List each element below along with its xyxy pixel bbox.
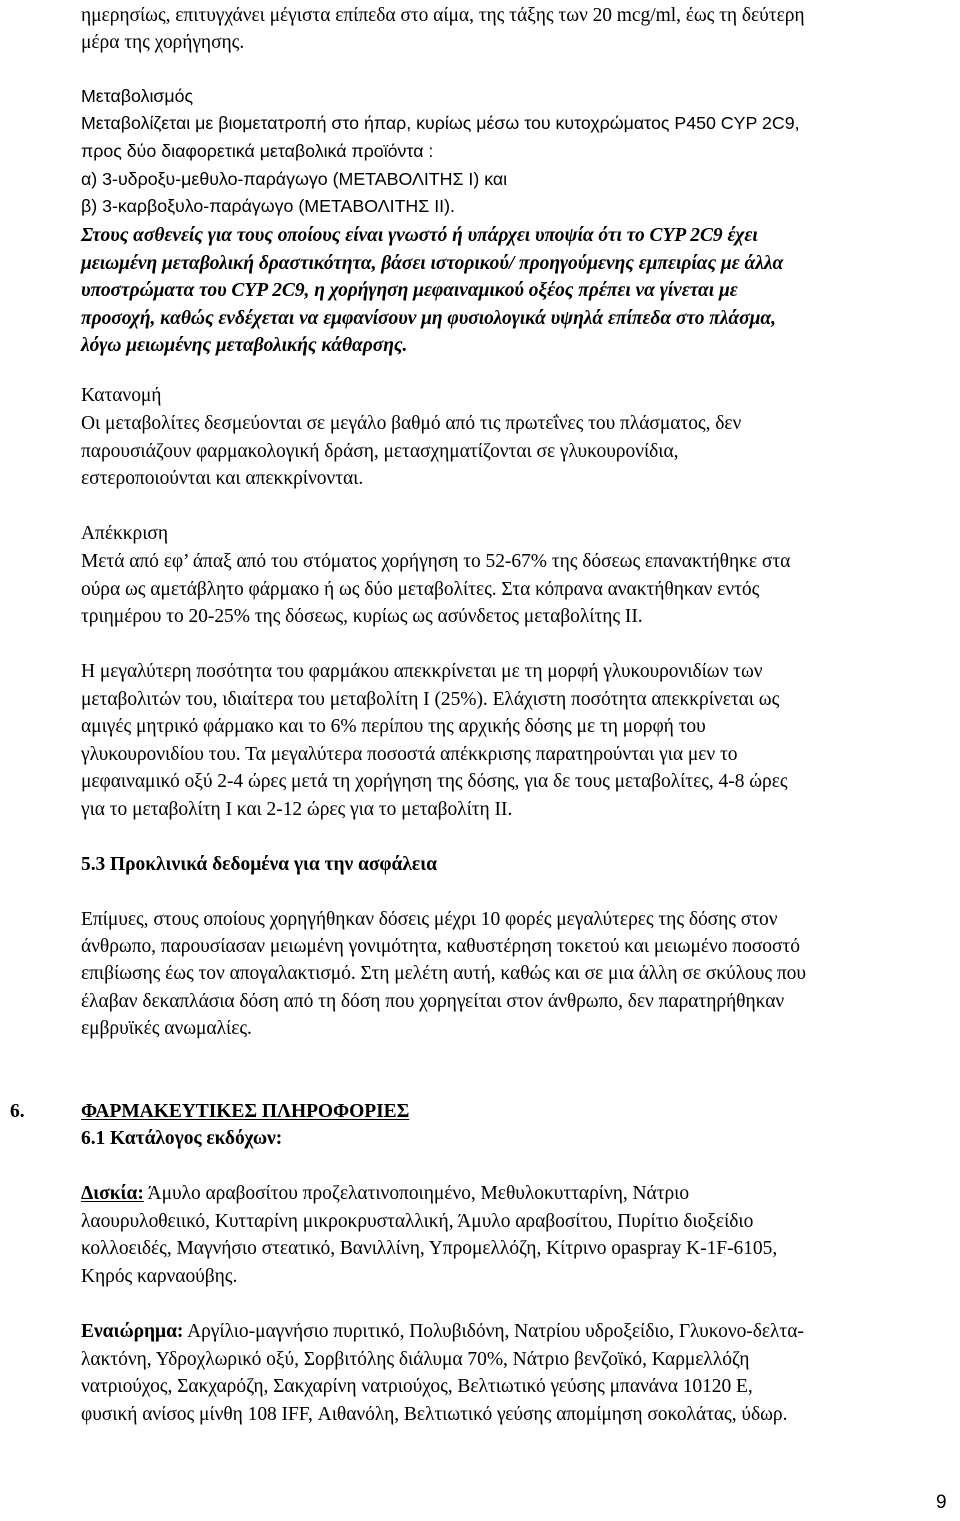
section-5-3-heading: 5.3 Προκλινικά δεδομένα για την ασφάλεια [81,854,437,875]
section-6-title: ΦΑΡΜΑΚΕΥΤΙΚΕΣ ΠΛΗΡΟΦΟΡΙΕΣ [81,1101,410,1122]
text-line: ημερησίως, επιτυγχάνει μέγιστα επίπεδα στο αίμα, της τάξης των 20 mcg/ml, έως τη δεύτερη [81,5,805,26]
text-line: Μεταβολίζεται με βιομετατροπή στο ήπαρ, κυρίως μέσω του κυτοχρώματος P450 CYP 2C9, [81,113,800,133]
tablet-excipients-first-line [81,1184,689,1204]
text-line: μεφαιναμικό οξύ 2-4 ώρες μετά τη χορήγηση της δόσης, για δε τους μεταβολίτες, 4-8 ώρες [81,771,788,792]
warning-line: μειωμένη μεταβολική δραστικότητα, βάσει ιστορικού/ προηγούμενης εμπειρίας με άλλα [81,253,784,274]
text-line: λαουρυλοθειικό, Κυτταρίνη μικροκρυσταλλική, Άμυλο αραβοσίτου, Πυρίτιο διοξείδιο [81,1211,754,1232]
metabolism-heading: Μεταβολισμός [81,86,194,106]
text-line: Η μεγαλύτερη ποσότητα του φαρμάκου απεκκρίνεται με τη μορφή γλυκουρονιδίων των [81,661,763,682]
text-line: τριημέρου το 20-25% της δόσεως, κυρίως ως ασύνδετος μεταβολίτης ΙΙ. [81,606,643,627]
text-span: Αργίλιο-μαγνήσιο πυριτικό, Πολυβιδόνη, Νατρίου υδροξείδιο, Γλυκονο-δελτα- [183,1321,804,1342]
warning-line: υποστρώματα του CYP 2C9, η χορήγηση μεφαιναμικού οξέος πρέπει να γίνεται με [81,280,738,301]
text-line: άνθρωπο, παρουσίασαν μειωμένη γονιμότητα, καθυστέρηση τοκετού και μειωμένο ποσοστό [81,936,800,957]
text-line: Οι μεταβολίτες δεσμεύονται σε μεγάλο βαθμό από τις πρωτεΐνες του πλάσματος, δεν [81,413,742,434]
text-line: επιβίωσης έως τον απογαλακτισμό. Στη μελέτη αυτή, καθώς και σε μια άλλη σε σκύλους που [81,963,806,984]
warning-line: προσοχή, καθώς ενδέχεται να εμφανίσουν μη φυσιολογικά υψηλά επίπεδα στο πλάσμα, [81,308,776,329]
text-line: γλυκουρονιδίου του. Τα μεγαλύτερα ποσοστά απέκκρισης παρατηρούνται για μεν το [81,744,738,765]
text-line: ούρα ως αμετάβλητο φάρμακο ή ως δύο μεταβολίτες. Στα κόπρανα ανακτήθηκαν εντός [81,579,760,600]
text-line: Επίμυες, στους οποίους χορηγήθηκαν δόσεις μέχρι 10 φορές μεγαλύτερες της δόσης στον [81,909,778,930]
distribution-heading: Κατανομή [81,385,162,406]
suspension-excipients-first-line [81,1322,804,1342]
warning-line: Στους ασθενείς για τους οποίους είναι γνωστό ή υπάρχει υποψία ότι το CYP 2C9 έχει [81,225,758,246]
text-line: εμβρυϊκές ανωμαλίες. [81,1018,252,1039]
text-line: αμιγές μητρικό φάρμακο και το 6% περίπου της αρχικής δόσης με τη μορφή του [81,716,706,737]
text-line: Μετά από εφ’ άπαξ από του στόματος χορήγηση το 52-67% της δόσεως επανακτήθηκε στα [81,551,791,572]
section-6-1-heading: 6.1 Κατάλογος εκδόχων: [81,1128,283,1149]
page-number: 9 [936,1492,947,1513]
section-6-number: 6. [10,1101,25,1122]
text-line: μέρα της χορήγησης. [81,32,245,53]
warning-line: λόγω μειωμένης μεταβολικής κάθαρσης. [81,335,408,356]
text-line: κολλοειδές, Μαγνήσιο στεατικό, Βανιλλίνη, Υπρομελλόζη, Κίτρινο opaspray K-1F-6105, [81,1238,778,1259]
text-line: Κηρός καρναούβης. [81,1266,238,1287]
text-line: φυσική ανίσος μίνθη 108 IFF, Αιθανόλη, Βελτιωτικό γεύσης απομίμηση σοκολάτας, ύδωρ. [81,1404,788,1425]
suspension-label: Εναιώρημα: [81,1321,184,1342]
text-line: β) 3-καρβοξυλο-παράγωγο (ΜΕΤΑΒΟΛΙΤΗΣ ΙΙ). [81,196,455,216]
text-line: λακτόνη, Υδροχλωρικό οξύ, Σορβιτόλης διάλυμα 70%, Νάτριο βενζοϊκό, Καρμελλόζη [81,1349,750,1370]
text-line: παρουσιάζουν φαρμακολογική δράση, μετασχηματίζονται σε γλυκουρονίδια, [81,441,679,462]
tablet-label: Δισκία: [81,1183,144,1204]
text-line: για το μεταβολίτη Ι και 2-12 ώρες για το μεταβολίτη ΙΙ. [81,799,513,820]
text-line: νατριούχος, Σακχαρόζη, Σακχαρίνη νατριούχος, Βελτιωτικό γεύσης μπανάνα 10120 E, [81,1376,753,1397]
text-line: εστεροποιούνται και απεκκρίνονται. [81,468,364,489]
text-span: Άμυλο αραβοσίτου προζελατινοποιημένο, Μεθυλοκυτταρίνη, Νάτριο [143,1183,690,1204]
text-line: έλαβαν δεκαπλάσια δόση από τη δόση που χορηγείται στον άνθρωπο, δεν παρατηρήθηκαν [81,991,785,1012]
text-line: μεταβολιτών του, ιδιαίτερα του μεταβολίτη Ι (25%). Ελάχιστη ποσότητα απεκκρίνεται ως [81,689,780,710]
text-line: α) 3-υδροξυ-μεθυλο-παράγωγο (ΜΕΤΑΒΟΛΙΤΗΣ Ι) και [81,169,508,189]
excretion-heading: Απέκκριση [81,523,169,544]
text-line: προς δύο διαφορετικά μεταβολικά προϊόντα : [81,141,434,161]
